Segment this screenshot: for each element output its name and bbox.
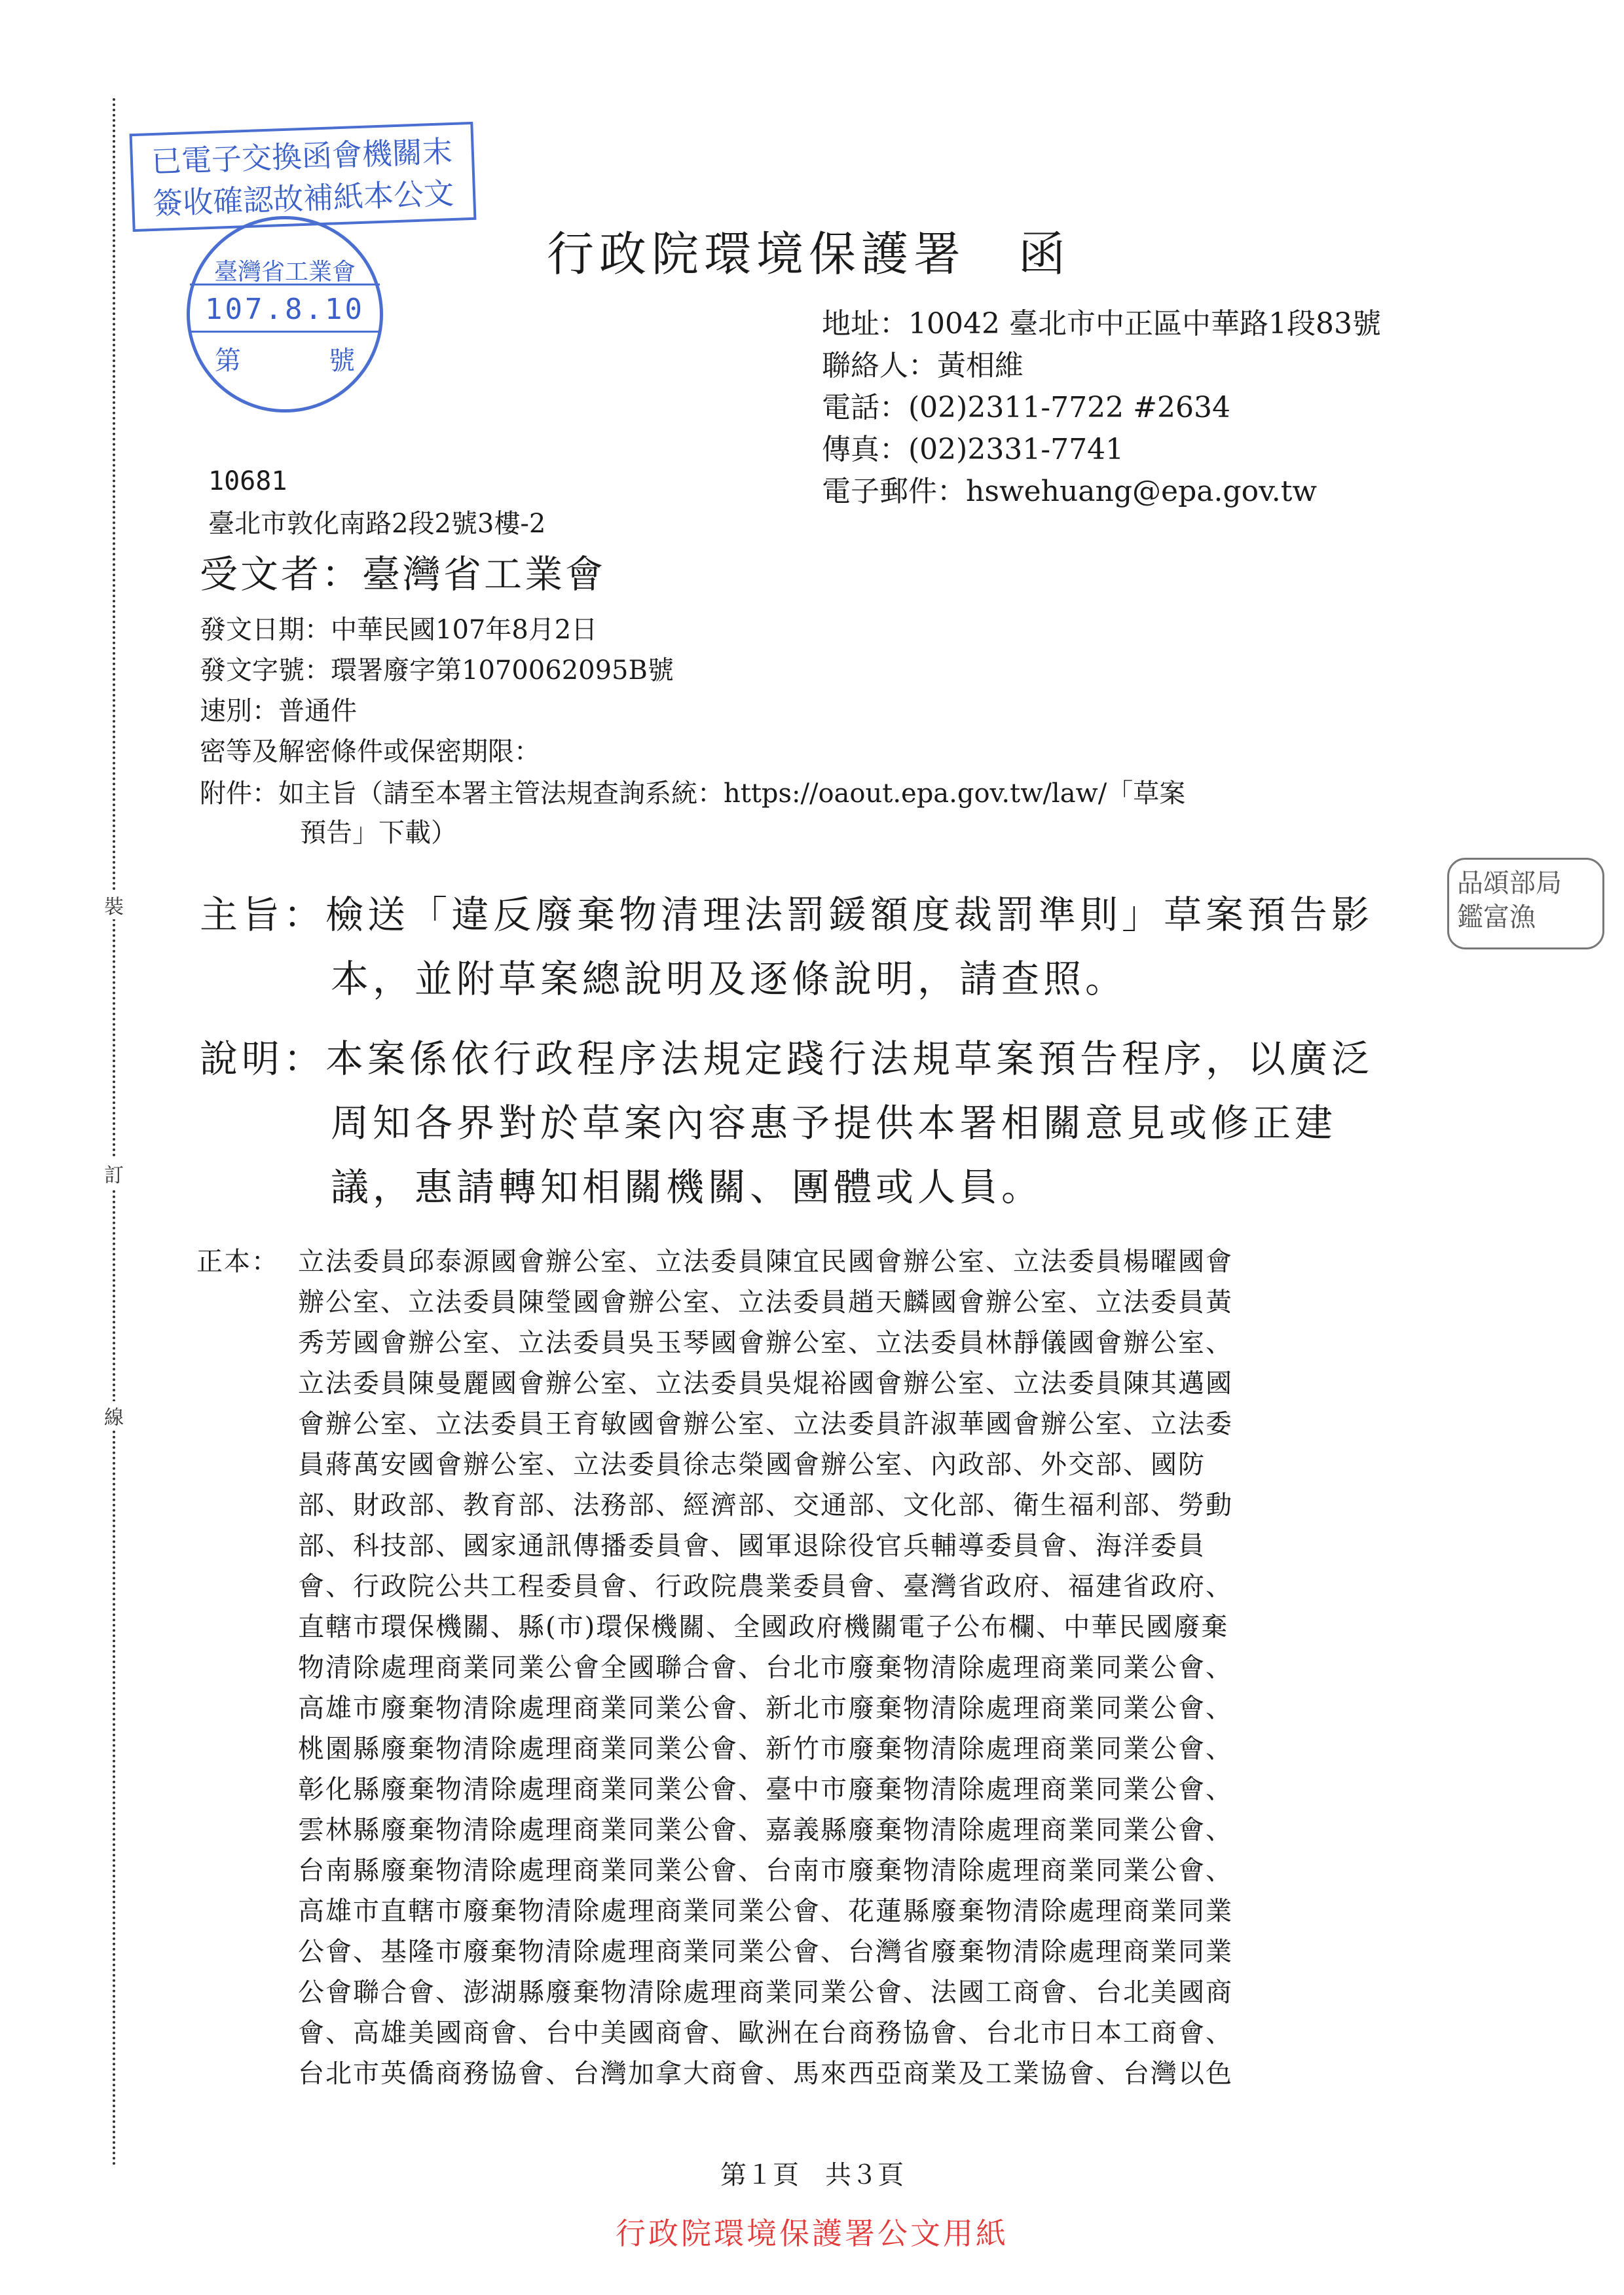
- copies-line: 立法委員陳曼麗國會辦公室、立法委員吳焜裕國會辦公室、立法委員陳其邁國: [298, 1368, 1233, 1399]
- contact-fax: 傳真：(02)2331-7741: [822, 433, 1124, 466]
- corner-seal-line2: 鑑富漁: [1457, 902, 1536, 932]
- contact-email[interactable]: 電子郵件：hswehuang@epa.gov.tw: [822, 475, 1318, 508]
- copies-line: 會、行政院公共工程委員會、行政院農業委員會、臺灣省政府、福建省政府、: [298, 1571, 1233, 1602]
- date-received-seal: [187, 216, 383, 413]
- corner-seal-line1: 品頌部局: [1457, 868, 1562, 898]
- contact-address: 地址：10042 臺北市中正區中華路1段83號: [822, 307, 1381, 340]
- copies-line: 台南縣廢棄物清除處理商業同業公會、台南市廢棄物清除處理商業同業公會、: [298, 1856, 1233, 1886]
- attachment-line1: 附件：如主旨（請至本署主管法規查詢系統：https://oaout.epa.gov.tw/law/「草案: [200, 779, 1186, 809]
- binding-mark-xian: 線: [100, 1401, 128, 1430]
- receipt-stamp-line2: 簽收確認故補紙本公文: [152, 175, 454, 222]
- attachment-line2: 預告」下載）: [300, 818, 457, 848]
- receipt-stamp: [130, 122, 477, 232]
- copies-line: 雲林縣廢棄物清除處理商業同業公會、嘉義縣廢棄物清除處理商業同業公會、: [298, 1815, 1233, 1845]
- explanation-line1: 說明：本案係依行政程序法規定踐行法規草案預告程序，以廣泛: [200, 1037, 1374, 1081]
- copies-line: 部、科技部、國家通訊傳播委員會、國軍退除役官兵輔導委員會、海洋委員: [298, 1531, 1206, 1561]
- delivery-speed: 速別：普通件: [200, 696, 357, 726]
- copies-line: 台北市英僑商務協會、台灣加拿大商會、馬來西亞商業及工業協會、台灣以色: [298, 2059, 1233, 2089]
- issue-date: 發文日期：中華民國107年8月2日: [200, 615, 598, 645]
- binding-dotted-line: [113, 98, 115, 2167]
- copies-line: 立法委員邱泰源國會辦公室、立法委員陳宜民國會辦公室、立法委員楊曜國會: [298, 1247, 1233, 1277]
- copies-line: 會、高雄美國商會、台中美國商會、歐洲在台商務協會、台北市日本工商會、: [298, 2018, 1233, 2048]
- contact-person: 聯絡人：黃相維: [822, 349, 1024, 382]
- official-seal-stamp: [1447, 858, 1604, 949]
- official-paper-footer: 行政院環境保護署公文用紙: [616, 2216, 1008, 2251]
- document-number: 發文字號：環署廢字第1070062095B號: [200, 655, 674, 686]
- copies-line: 會辦公室、立法委員王育敏國會辦公室、立法委員許淑華國會辦公室、立法委: [298, 1409, 1233, 1439]
- recipient-zip: 10681: [208, 466, 287, 496]
- receipt-stamp-line1: 已電子交換函會機關末: [151, 134, 453, 180]
- explanation-line2: 周知各界對於草案內容惠予提供本署相關意見或修正建: [331, 1101, 1337, 1145]
- copies-line: 高雄市廢棄物清除處理商業同業公會、新北市廢棄物清除處理商業同業公會、: [298, 1693, 1233, 1723]
- copies-line: 部、財政部、教育部、法務部、經濟部、交通部、文化部、衛生福利部、勞動: [298, 1490, 1233, 1520]
- seal-number-prefix: 第: [215, 346, 241, 376]
- seal-number-suffix: 號: [329, 346, 355, 376]
- seal-date: 107.8.10: [205, 293, 365, 326]
- binding-mark-zhuang: 裝: [100, 890, 128, 919]
- copies-line: 桃園縣廢棄物清除處理商業同業公會、新竹市廢棄物清除處理商業同業公會、: [298, 1734, 1233, 1764]
- page-number: 第１頁 共３頁: [720, 2160, 904, 2190]
- recipient-address: 臺北市敦化南路2段2號3樓-2: [208, 509, 546, 539]
- seal-org: 臺灣省工業會: [213, 259, 356, 285]
- copies-line: 公會、基隆市廢棄物清除處理商業同業公會、台灣省廢棄物清除處理商業同業: [298, 1937, 1233, 1967]
- secrecy-level: 密等及解密條件或保密期限：: [200, 737, 540, 767]
- copies-line: 公會聯合會、澎湖縣廢棄物清除處理商業同業公會、法國工商會、台北美國商: [298, 1977, 1233, 2008]
- contact-phone: 電話：(02)2311-7722 #2634: [822, 391, 1230, 424]
- copies-line: 直轄市環保機關、縣(市)環保機關、全國政府機關電子公布欄、中華民國廢棄: [298, 1612, 1229, 1642]
- subject-line2: 本，並附草案總說明及逐條說明，請查照。: [331, 957, 1128, 1001]
- recipient-name: 受文者：臺灣省工業會: [200, 552, 606, 597]
- copies-line: 物清除處理商業同業公會全國聯合會、台北市廢棄物清除處理商業同業公會、: [298, 1653, 1233, 1683]
- copies-line: 秀芳國會辦公室、立法委員吳玉琴國會辦公室、立法委員林靜儀國會辦公室、: [298, 1328, 1233, 1358]
- subject-line1: 主旨：檢送「違反廢棄物清理法罰鍰額度裁罰準則」草案預告影: [200, 892, 1374, 937]
- copies-line: 辦公室、立法委員陳瑩國會辦公室、立法委員趙天麟國會辦公室、立法委員黃: [298, 1287, 1233, 1317]
- document-title: 行政院環境保護署 函: [547, 227, 1071, 282]
- copies-line: 員蔣萬安國會辦公室、立法委員徐志榮國會辦公室、內政部、外交部、國防: [298, 1450, 1206, 1480]
- copies-label: 正本：: [196, 1247, 279, 1277]
- explanation-line3: 議，惠請轉知相關機關、團體或人員。: [331, 1165, 1044, 1209]
- copies-line: 高雄市直轄市廢棄物清除處理商業同業公會、花蓮縣廢棄物清除處理商業同業: [298, 1896, 1233, 1926]
- copies-line: 彰化縣廢棄物清除處理商業同業公會、臺中市廢棄物清除處理商業同業公會、: [298, 1774, 1233, 1805]
- binding-mark-ding: 訂: [100, 1159, 128, 1188]
